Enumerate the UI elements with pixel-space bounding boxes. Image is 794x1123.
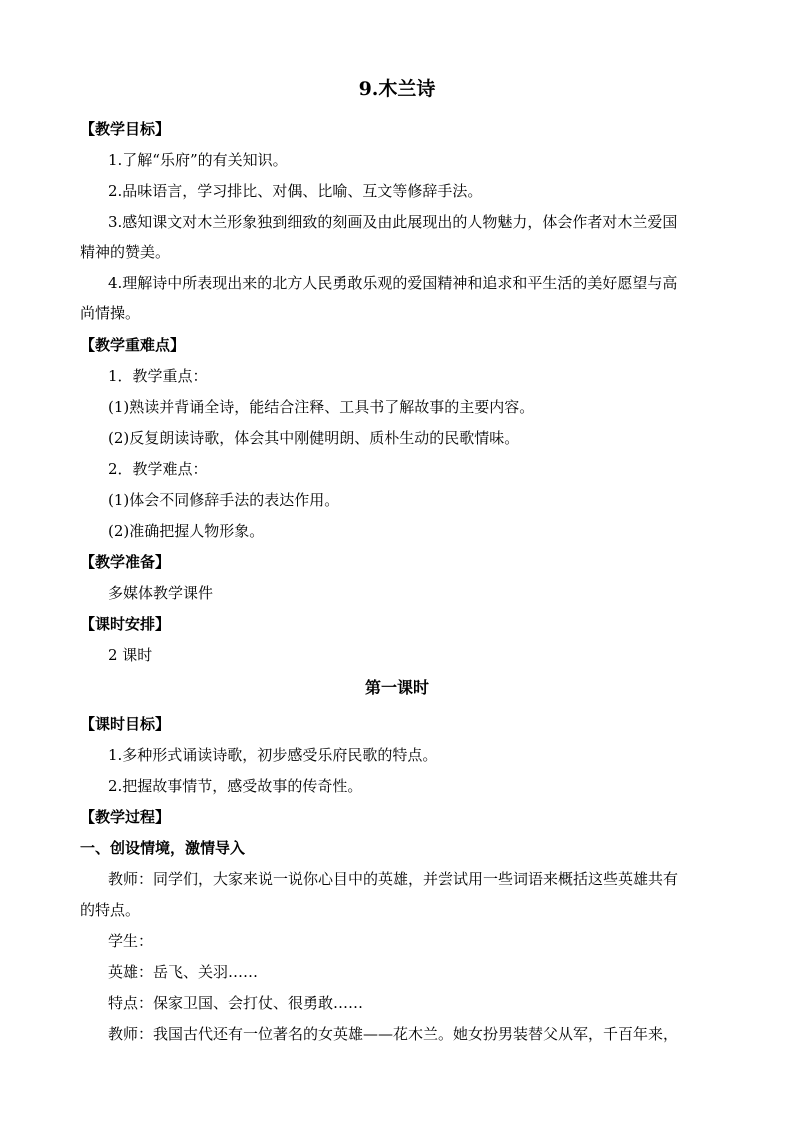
- teaching-goal-3-line-2: 精神的赞美。: [80, 243, 171, 261]
- step-1-heading: 一、创设情境，激情导入: [80, 839, 246, 857]
- lesson-goal-2: 2.把握故事情节，感受故事的传奇性。: [108, 777, 363, 795]
- teaching-goal-2: 2.品味语言，学习排比、对偶、比喻、互文等修辞手法。: [108, 182, 483, 200]
- traits-line: 特点：保家卫国、会打仗、很勇敢……: [108, 994, 364, 1012]
- teaching-goal-3-line-1: 3.感知课文对木兰形象独到细致的刻画及由此展现出的人物魅力，体会作者对木兰爱国: [108, 213, 678, 231]
- focus-item-2: (2)反复朗读诗歌，体会其中刚健明朗、质朴生动的民歌情味。: [108, 429, 520, 447]
- lesson-goals-heading: 【课时目标】: [80, 715, 171, 733]
- first-lesson-title: 第一课时: [364, 678, 429, 697]
- teacher-line-1: 教师：同学们，大家来说一说你心目中的英雄，并尝试用一些词语来概括这些英雄共有: [108, 870, 679, 888]
- difficulty-item-1: (1)体会不同修辞手法的表达作用。: [108, 491, 340, 509]
- heroes-line: 英雄：岳飞、关羽……: [108, 963, 259, 981]
- process-heading: 【教学过程】: [80, 808, 171, 826]
- student-label: 学生：: [108, 932, 154, 950]
- schedule-text: 2 课时: [108, 646, 153, 664]
- teaching-goal-4-line-2: 尚情操。: [80, 304, 141, 322]
- lesson-goal-1: 1.多种形式诵读诗歌，初步感受乐府民歌的特点。: [108, 746, 438, 764]
- difficulty-label: 2．教学难点：: [108, 460, 208, 478]
- key-points-heading: 【教学重难点】: [80, 336, 186, 354]
- preparation-heading: 【教学准备】: [80, 553, 171, 571]
- page-title: 9.木兰诗: [358, 78, 436, 100]
- schedule-heading: 【课时安排】: [80, 615, 171, 633]
- difficulty-item-2: (2)准确把握人物形象。: [108, 522, 265, 540]
- teaching-goal-4-line-1: 4.理解诗中所表现出来的北方人民勇敢乐观的爱国精神和追求和平生活的美好愿望与高: [108, 274, 678, 292]
- teaching-goals-heading: 【教学目标】: [80, 120, 171, 138]
- preparation-text: 多媒体教学课件: [108, 584, 214, 602]
- teaching-goal-1: 1.了解“乐府”的有关知识。: [108, 151, 288, 169]
- focus-label: 1．教学重点：: [108, 367, 208, 385]
- focus-item-1: (1)熟读并背诵全诗，能结合注释、工具书了解故事的主要内容。: [108, 398, 535, 416]
- teacher-line-2: 教师：我国古代还有一位著名的女英雄——花木兰。她女扮男装替父从军，千百年来，: [108, 1025, 679, 1043]
- teacher-line-1-cont: 的特点。: [80, 901, 141, 919]
